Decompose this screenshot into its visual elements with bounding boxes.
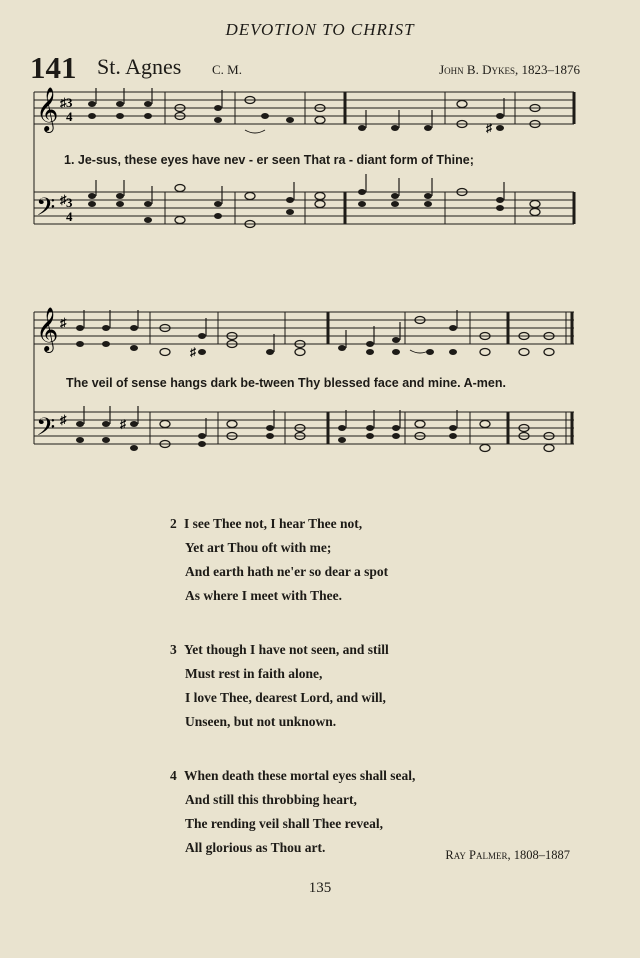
verse-4 [170,764,415,860]
lyrics-line-1: 1. Je-sus, these eyes have nev - er seen That ra - diant form of Thine; [64,153,474,167]
composer-credit: John B. Dykes, 1823–1876 [439,62,580,77]
verse-line: And earth hath ne'er so dear a spot [185,564,389,579]
verse-line: When death these mortal eyes shall seal, [184,768,416,783]
author-credit: Ray Palmer, 1808–1887 [445,848,570,862]
meter: C. M. [212,62,242,77]
verse-line: I love Thee, dearest Lord, and will, [185,690,386,705]
svg-text:𝄢: 𝄢 [36,413,56,448]
svg-text:4: 4 [66,209,73,224]
svg-text:♯: ♯ [486,121,492,135]
verse-line: I see Thee not, I hear Thee not, [184,516,363,531]
verse-number: 3 [170,642,177,657]
svg-text:♯: ♯ [190,345,196,359]
svg-text:♯: ♯ [120,417,126,431]
verse-3 [170,638,415,734]
svg-text:♯: ♯ [60,412,67,427]
verse-line: The rending veil shall Thee reveal, [185,816,384,831]
svg-text:♯: ♯ [60,315,67,330]
svg-text:𝄢: 𝄢 [36,193,56,228]
hymn-number: 141 [30,50,77,85]
verse-line: And still this throbbing heart, [185,792,357,807]
svg-text:♯: ♯ [60,192,67,207]
page-number: 135 [308,880,332,896]
section-title: DEVOTION TO CHRIST [225,20,415,39]
svg-text:3: 3 [66,95,73,110]
svg-text:4: 4 [66,109,73,124]
verse-line: Yet art Thou oft with me; [185,540,332,555]
svg-text:♯: ♯ [60,95,67,110]
svg-text:𝄞: 𝄞 [36,87,59,131]
verse-line: Unseen, but not unknown. [185,714,337,729]
verse-line: As where I meet with Thee. [185,588,342,603]
verse-line: Must rest in faith alone, [185,666,323,681]
lyrics-line-2: The veil of sense hangs dark be-tween Thy blessed face and mine. A-men. [66,376,506,390]
verse-line: Yet though I have not seen, and still [184,642,389,657]
svg-text:𝄞: 𝄞 [36,307,59,351]
tune-name: St. Agnes [97,54,182,79]
verse-2 [170,512,415,608]
verse-line: All glorious as Thou art. [185,840,326,855]
verse-number: 4 [170,768,177,783]
verses [170,512,415,890]
svg-text:3: 3 [66,195,73,210]
verse-number: 2 [170,516,177,531]
